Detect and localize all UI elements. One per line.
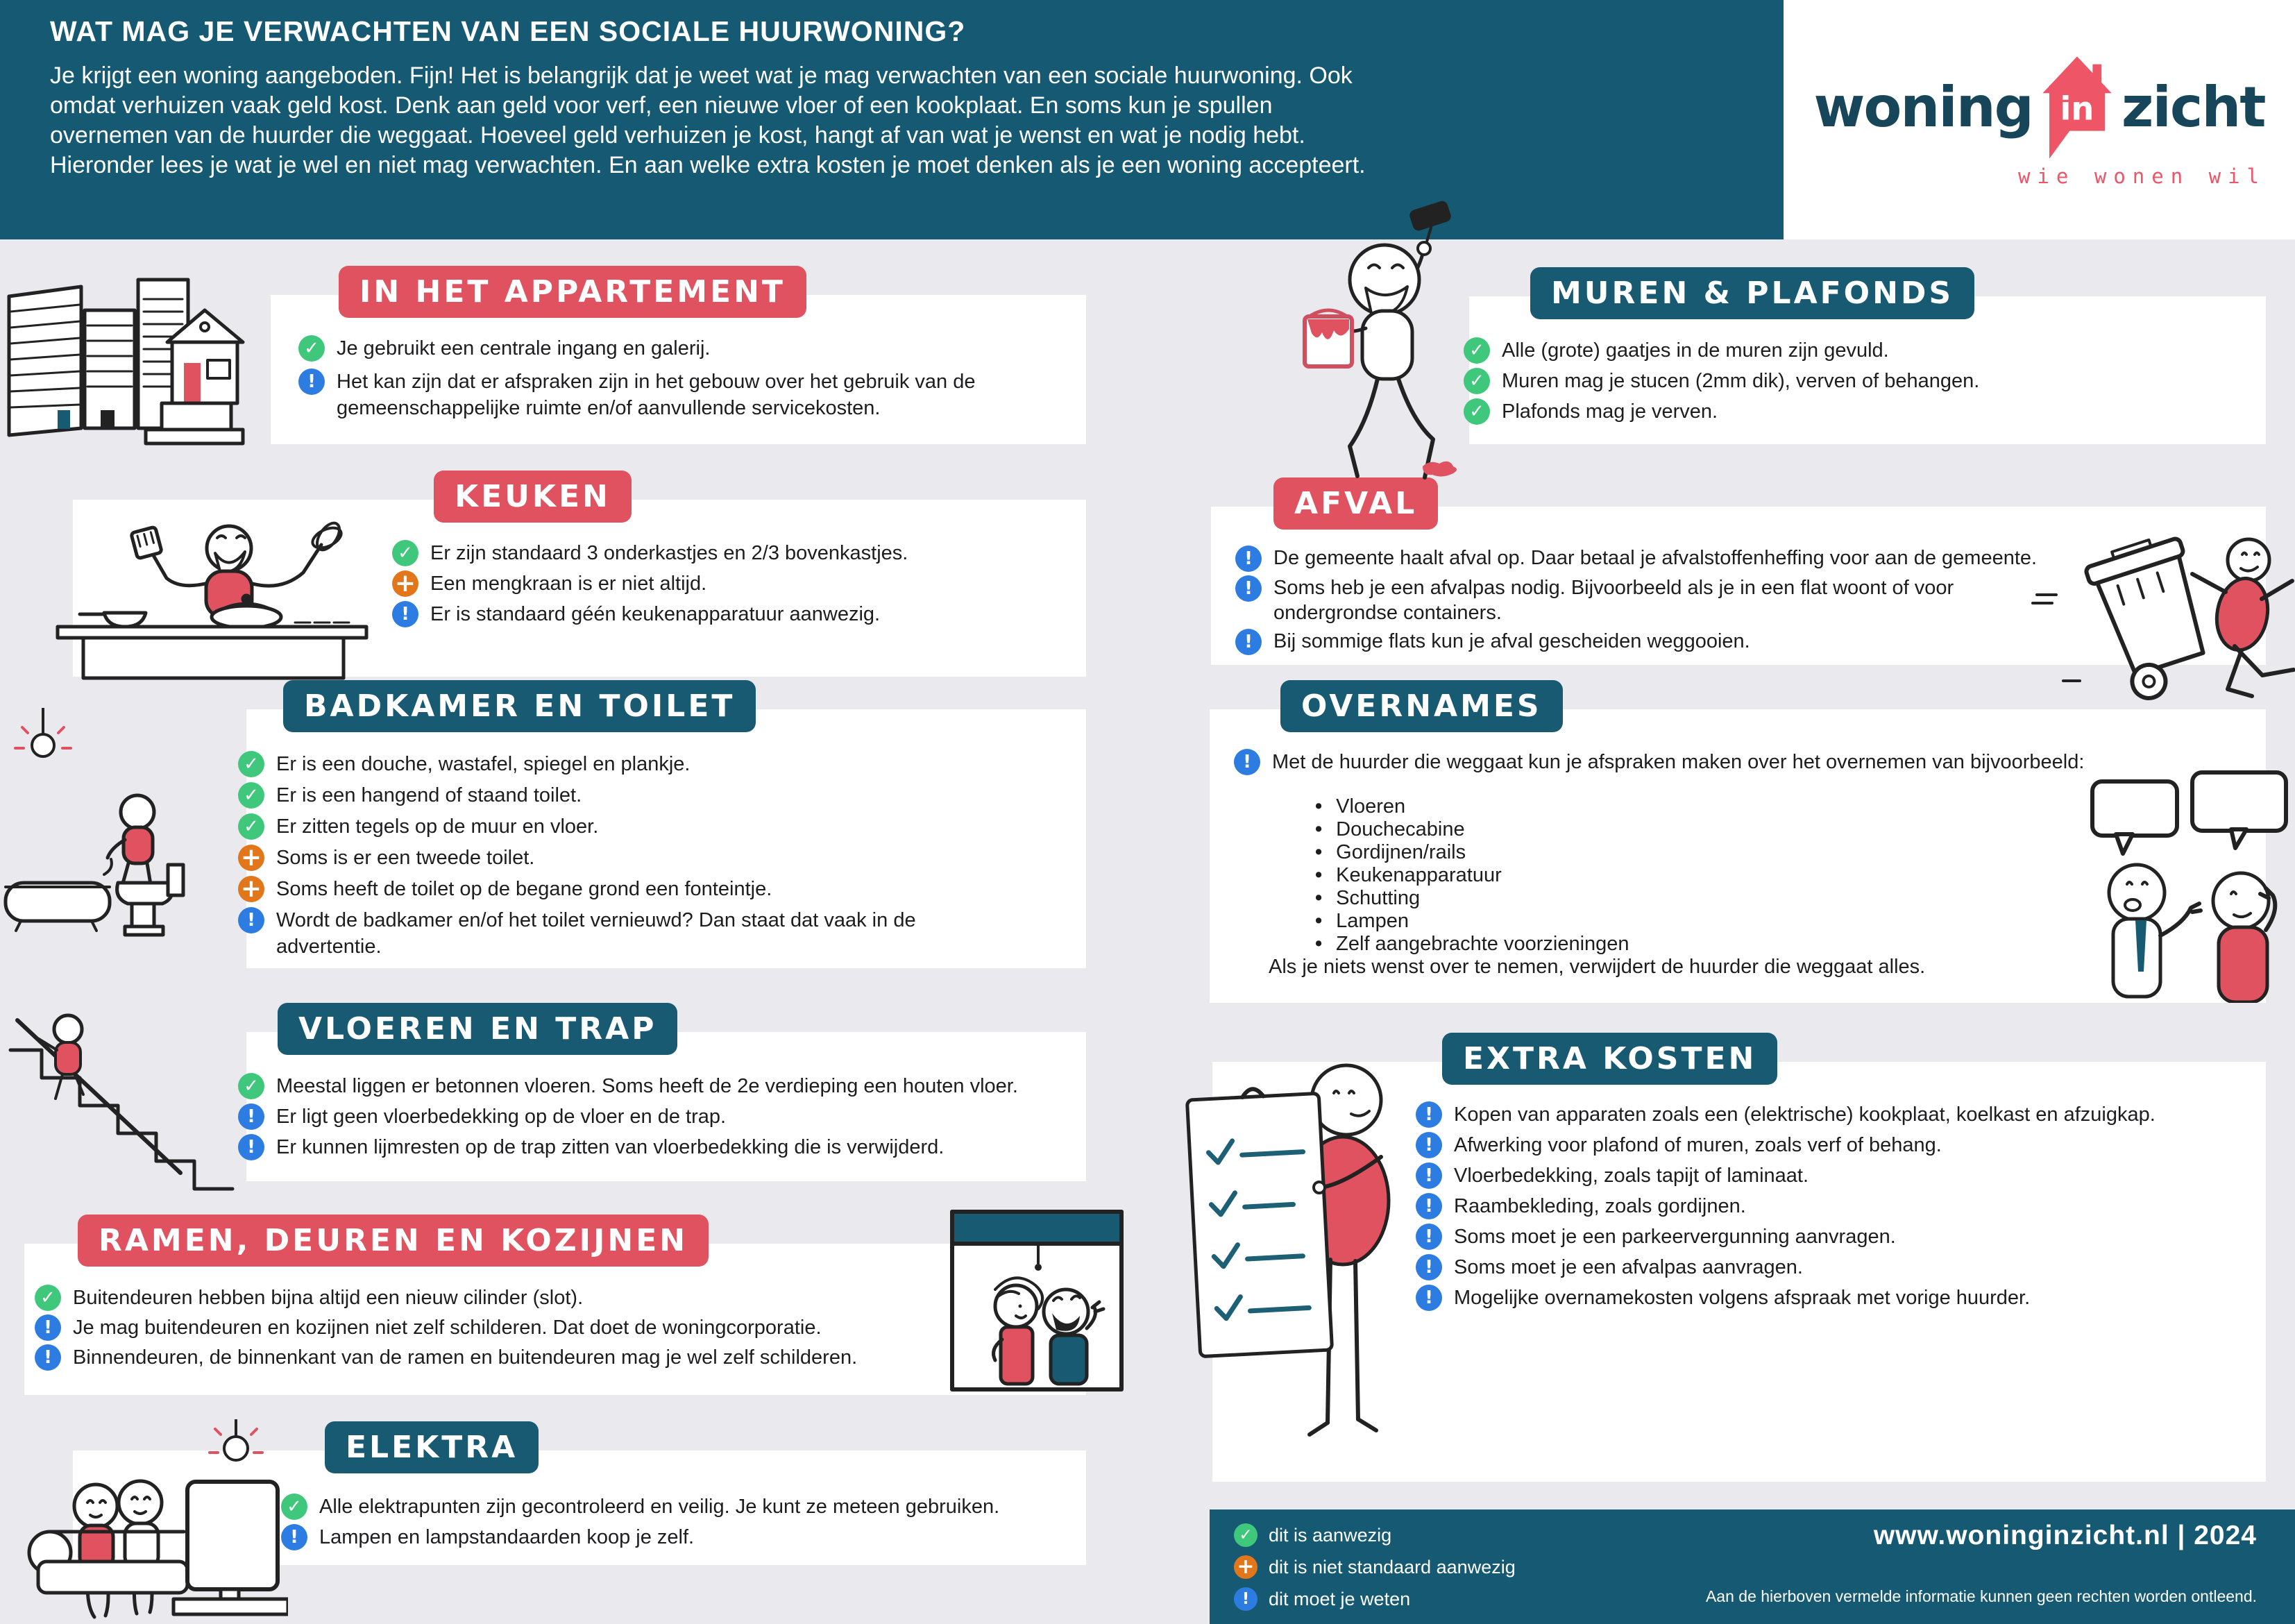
section-items <box>1464 337 1979 425</box>
checklist-item <box>1416 1254 2156 1280</box>
check-icon: ✓ <box>35 1285 61 1311</box>
item-text: Wordt de badkamer en/of het toilet vernieuwd? Dan staat dat vaak in de advertentie. <box>276 909 916 958</box>
exclamation-icon: ! <box>392 601 418 627</box>
bathroom-person-illustration <box>0 708 243 954</box>
section-items <box>1234 749 2084 775</box>
window-people-illustration <box>949 1209 1124 1395</box>
plus-icon: + <box>238 845 264 871</box>
plus-icon: + <box>238 876 264 902</box>
section-badge: IN HET APPARTEMENT <box>339 266 806 318</box>
exclamation-icon: ! <box>35 1314 61 1341</box>
checklist-item <box>35 1344 857 1371</box>
checklist-item <box>35 1285 857 1311</box>
exclamation-icon: ! <box>1235 575 1262 602</box>
checklist-item <box>1235 545 2072 572</box>
bullet-item: • Schutting <box>1315 887 1629 910</box>
check-icon: ✓ <box>1464 368 1490 394</box>
svg-text:in: in <box>2060 90 2094 128</box>
section-items <box>238 751 998 960</box>
item-text: Er is een douche, wastafel, spiegel en plankje. <box>276 753 691 775</box>
logo-tagline: wie wonen wil <box>2018 164 2266 188</box>
checklist-item <box>238 1103 1018 1130</box>
item-text: dit moet je weten <box>1269 1589 1411 1609</box>
item-text: Raambekleding, zoals gordijnen. <box>1454 1195 1746 1217</box>
footer-banner <box>1210 1509 2295 1624</box>
checklist-item <box>1235 629 2072 655</box>
website-link[interactable]: www.woninginzicht.nl | 2024 <box>1873 1521 2257 1550</box>
section-badge: AFVAL <box>1273 477 1438 530</box>
section-card-muren <box>1469 276 2266 444</box>
section-badge: KEUKEN <box>434 471 632 523</box>
bullet-item: • Zelf aangebrachte voorzieningen <box>1315 933 1629 956</box>
item-text: Alle (grote) gaatjes in de muren zijn gevuld. <box>1502 339 1889 362</box>
check-icon: ✓ <box>238 751 264 777</box>
section-badge: BADKAMER EN TOILET <box>283 680 756 732</box>
exclamation-icon: ! <box>1235 629 1262 655</box>
exclamation-icon: ! <box>1416 1285 1442 1311</box>
exclamation-icon: ! <box>298 369 325 395</box>
section-badge: OVERNAMES <box>1280 680 1563 732</box>
exclamation-icon: ! <box>281 1524 307 1550</box>
check-icon: ✓ <box>281 1494 307 1520</box>
exclamation-icon: ! <box>35 1344 61 1371</box>
exclamation-icon: ! <box>1416 1254 1442 1280</box>
item-text: Muren mag je stucen (2mm dik), verven of behangen. <box>1502 370 1980 392</box>
check-icon: ✓ <box>238 813 264 840</box>
item-text: Soms is er een tweede toilet. <box>276 847 535 869</box>
checklist-item <box>281 1494 999 1520</box>
item-text: Buitendeuren hebben bijna altijd een nieuw cilinder (slot). <box>73 1287 584 1309</box>
checklist-item <box>35 1314 857 1341</box>
exclamation-icon: ! <box>238 1134 264 1160</box>
painter-person-illustration <box>1291 200 1499 481</box>
item-text: Er ligt geen vloerbedekking op de vloer en de trap. <box>276 1106 727 1128</box>
intro-line: Je krijgt een woning aangeboden. Fijn! Het is belangrijk dat je weet wat je mag verwachten van een sociale huurwoning. Ook <box>50 62 1353 89</box>
checklist-item <box>1234 749 2084 775</box>
talking-people-illustration <box>2087 762 2295 1003</box>
item-text: Alle elektrapunten zijn gecontroleerd en veilig. Je kunt ze meteen gebruiken. <box>319 1496 1000 1518</box>
item-text: Er kunnen lijmresten op de trap zitten van vloerbedekking die is verwijderd. <box>276 1136 945 1158</box>
section-card-vloeren <box>244 1011 1086 1181</box>
bullet-item: • Gordijnen/rails <box>1315 841 1629 864</box>
checklist-item <box>1234 1555 1516 1579</box>
section-card-ramen <box>24 1223 1086 1395</box>
checklist-item <box>238 845 998 871</box>
exclamation-icon: ! <box>1416 1224 1442 1250</box>
section-card-appartement <box>271 274 1086 444</box>
overname-bullet-list <box>1315 795 1629 956</box>
checklist-item <box>392 601 908 627</box>
check-icon: ✓ <box>298 335 325 362</box>
intro-line: Hieronder lees je wat je wel en niet mag verwachten. En aan welke extra kosten je moet denken als je een woning accepteert. <box>50 152 1366 178</box>
checklist-item <box>1416 1162 2156 1189</box>
item-text: Met de huurder die weggaat kun je afspraken maken over het overnemen van bijvoorbeeld: <box>1272 751 2085 773</box>
item-text: Vloerbedekking, zoals tapijt of laminaat. <box>1454 1165 1809 1187</box>
checklist-item <box>1416 1101 2156 1128</box>
logo-word-zicht: zicht <box>2121 75 2265 139</box>
stairs-person-illustration <box>7 1003 236 1194</box>
checklist-item <box>238 1134 1018 1160</box>
plus-icon: + <box>1234 1555 1257 1579</box>
couch-tv-people-illustration <box>14 1419 288 1621</box>
bullet-item: • Douchecabine <box>1315 818 1629 841</box>
checklist-item <box>1235 575 2072 625</box>
item-text: dit is aanwezig <box>1269 1525 1392 1546</box>
logo-panel <box>1784 0 2295 239</box>
section-items <box>1416 1101 2156 1311</box>
disclaimer-text: Aan de hierboven vermelde informatie kunnen geen rechten worden ontleend. <box>1705 1587 2257 1605</box>
bullet-item: • Lampen <box>1315 910 1629 933</box>
item-text: Lampen en lampstandaarden koop je zelf. <box>319 1526 695 1548</box>
checklist-item <box>1234 1523 1516 1547</box>
section-badge: ELEKTRA <box>325 1421 539 1473</box>
check-icon: ✓ <box>1464 337 1490 364</box>
exclamation-icon: ! <box>1416 1101 1442 1128</box>
item-text: Soms moet je een afvalpas aanvragen. <box>1454 1256 1803 1278</box>
checklist-item <box>281 1524 999 1550</box>
section-items <box>298 335 1051 421</box>
exclamation-icon: ! <box>1416 1193 1442 1219</box>
section-items <box>392 540 908 627</box>
checklist-item <box>238 907 998 960</box>
checklist-item <box>1416 1285 2156 1311</box>
item-text: Er zitten tegels op de muur en vloer. <box>276 815 599 838</box>
item-text: Afwerking voor plafond of muren, zoals verf of behang. <box>1454 1134 1942 1156</box>
section-badge: MUREN & PLAFONDS <box>1530 267 1974 319</box>
item-text: dit is niet standaard aanwezig <box>1269 1557 1516 1578</box>
page-title: WAT MAG JE VERWACHTEN VAN EEN SOCIALE HUURWONING? <box>50 15 966 47</box>
item-text: Soms heeft de toilet op de begane grond een fonteintje. <box>276 878 772 900</box>
cooking-person-illustration <box>38 517 371 680</box>
bullet-item: • Vloeren <box>1315 795 1629 818</box>
intro-line: overnemen van de huurder die weggaat. Hoeveel geld verhuizen je kost, hangt af van wat je wenst en wat je nodig hebt. <box>50 122 1305 149</box>
legend <box>1234 1523 1516 1611</box>
item-text: De gemeente haalt afval op. Daar betaal je afvalstoffenheffing voor aan de gemeente. <box>1273 547 2038 569</box>
item-text: Plafonds mag je verven. <box>1502 400 1718 423</box>
intro-paragraph <box>50 61 1366 180</box>
overname-note: Als je niets wenst over te nemen, verwijdert de huurder die weggaat alles. <box>1269 956 1926 978</box>
checklist-item <box>1234 1587 1516 1611</box>
section-items <box>35 1285 857 1371</box>
checklist-item <box>238 876 998 902</box>
house-logo-icon <box>2038 52 2116 163</box>
item-text: Je mag buitendeuren en kozijnen niet zelf schilderen. Dat doet de woningcorporatie. <box>73 1317 822 1339</box>
bullet-item: • Keukenapparatuur <box>1315 864 1629 887</box>
checklist-item <box>392 570 908 597</box>
checklist-item <box>1416 1193 2156 1219</box>
item-text: Meestal liggen er betonnen vloeren. Soms heeft de 2e verdieping een houten vloer. <box>276 1075 1018 1097</box>
intro-line: omdat verhuizen vaak geld kost. Denk aan geld voor verf, een nieuwe vloer of een kookplaat. En soms kun je spullen <box>50 92 1273 119</box>
check-icon: ✓ <box>1234 1523 1257 1547</box>
section-badge: VLOEREN EN TRAP <box>278 1003 677 1055</box>
section-card-badkamer <box>240 688 1086 968</box>
exclamation-icon: ! <box>1416 1162 1442 1189</box>
check-icon: ✓ <box>1464 398 1490 425</box>
item-text: Het kan zijn dat er afspraken zijn in het gebouw over het gebruik van de gemeenschappelijke ruimte en/of aanvullende servicekosten. <box>337 371 976 419</box>
checklist-item <box>1464 368 1979 394</box>
exclamation-icon: ! <box>238 1103 264 1130</box>
section-items <box>281 1494 999 1550</box>
checklist-item <box>392 540 908 566</box>
logo-word-woning: woning <box>1813 75 2033 139</box>
item-text: Je gebruikt een centrale ingang en galerij. <box>337 337 711 360</box>
item-text: Een mengkraan is er niet altijd. <box>430 573 707 595</box>
item-text: Bij sommige flats kun je afval gescheiden weggooien. <box>1273 630 1750 652</box>
checklist-item <box>1464 398 1979 425</box>
checklist-item <box>238 751 998 777</box>
plus-icon: + <box>392 570 418 597</box>
exclamation-icon: ! <box>1416 1132 1442 1158</box>
trash-bin-person-illustration <box>2023 517 2295 701</box>
item-text: Kopen van apparaten zoals een (elektrische) kookplaat, koelkast en afzuigkap. <box>1454 1103 2156 1126</box>
checklist-item <box>1416 1132 2156 1158</box>
checklist-item <box>298 369 1051 421</box>
checklist-item <box>1464 337 1979 364</box>
section-badge: EXTRA KOSTEN <box>1442 1033 1777 1085</box>
check-icon: ✓ <box>238 1073 264 1099</box>
checklist-item <box>298 335 1051 362</box>
item-text: Mogelijke overnamekosten volgens afspraak met vorige huurder. <box>1454 1287 2031 1309</box>
exclamation-icon: ! <box>1235 545 1262 572</box>
checklist-item <box>238 813 998 840</box>
exclamation-icon: ! <box>238 907 264 933</box>
check-icon: ✓ <box>392 540 418 566</box>
item-text: Er is een hangend of staand toilet. <box>276 784 582 806</box>
section-items <box>1235 545 2072 655</box>
city-skyline-illustration <box>3 274 246 451</box>
item-text: Er is standaard géén keukenapparatuur aanwezig. <box>430 603 881 625</box>
item-text: Soms moet je een parkeervergunning aanvragen. <box>1454 1226 1896 1248</box>
check-icon: ✓ <box>238 782 264 809</box>
item-text: Binnendeuren, de binnenkant van de ramen en buitendeuren mag je wel zelf schilderen. <box>73 1346 858 1369</box>
section-badge: RAMEN, DEUREN EN KOZIJNEN <box>78 1215 709 1267</box>
section-items <box>238 1073 1018 1160</box>
exclamation-icon: ! <box>1234 749 1260 775</box>
item-text: Soms heb je een afvalpas nodig. Bijvoorbeeld als je in een flat woont of voor ondergrondse containers. <box>1273 577 1954 624</box>
checklist-person-illustration <box>1176 1031 1405 1482</box>
logo <box>1813 52 2264 163</box>
exclamation-icon: ! <box>1234 1587 1257 1611</box>
checklist-item <box>1416 1224 2156 1250</box>
item-text: Er zijn standaard 3 onderkastjes en 2/3 bovenkastjes. <box>430 542 908 564</box>
checklist-item <box>238 1073 1018 1099</box>
checklist-item <box>238 782 998 809</box>
